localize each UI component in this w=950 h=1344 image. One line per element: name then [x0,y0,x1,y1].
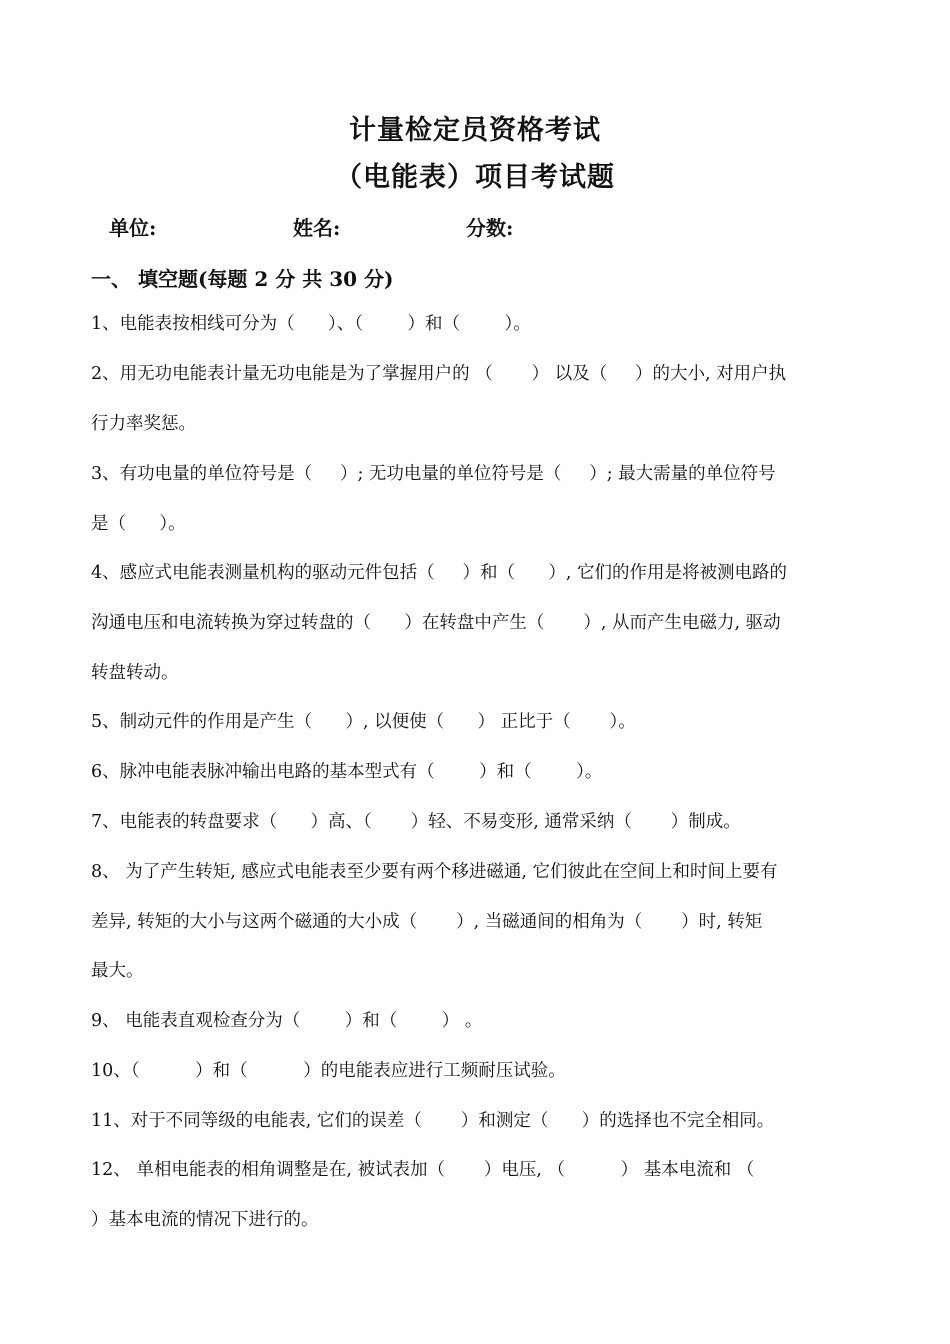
question-line: 4、感应式电能表测量机构的驱动元件包括（ ）和（ ）, 它们的作用是将被测电路的 [91,563,787,583]
question-line: 8、 为了产生转矩, 感应式电能表至少要有两个移进磁通, 它们彼此在空间上和时间上要有 [91,862,778,882]
page-subtitle: （电能表）项目考试题 [335,162,615,193]
question-line: 10、（ ）和（ ）的电能表应进行工频耐压试验。 [91,1061,566,1081]
question-line: 11、对于不同等级的电能表, 它们的误差（ ）和测定（ ）的选择也不完全相同。 [91,1111,775,1131]
question-line: ）基本电流的情况下进行的。 [91,1210,319,1230]
question-line: 3、有功电量的单位符号是（ ）; 无功电量的单位符号是（ ）; 最大需量的单位符号 [91,464,776,484]
question-line: 9、 电能表直观检查分为（ ）和（ ） 。 [91,1011,483,1031]
question-line: 2、用无功电能表计量无功电能是为了掌握用户的 （ ） 以及（ ）的大小, 对用户执 [91,364,787,384]
unit-label: 单位: [109,216,157,240]
section-heading: 一、 填空题(每题 2 分 共 30 分) [91,267,394,291]
question-line: 转盘转动。 [91,663,179,683]
question-line: 5、制动元件的作用是产生（ ）, 以便使（ ） 正比于（ ）。 [91,712,636,732]
question-line: 沟通电压和电流转换为穿过转盘的（ ）在转盘中产生（ ）, 从而产生电磁力, 驱动 [91,613,781,633]
page-title: 计量检定员资格考试 [349,115,601,146]
score-label: 分数: [466,216,514,240]
question-line: 最大。 [91,961,144,981]
question-line: 1、电能表按相线可分为（ ）、（ ）和（ ）。 [91,314,531,334]
question-line: 行力率奖惩。 [91,414,196,434]
question-line: 12、 单相电能表的相角调整是在, 被试表加（ ）电压, （ ） 基本电流和 （ [91,1160,755,1180]
name-label: 姓名: [293,216,341,240]
question-line: 7、电能表的转盘要求（ ）高、（ ）轻、不易变形, 通常采纳（ ）制成。 [91,812,741,832]
question-line: 是（ ）。 [91,514,186,534]
question-line: 差异, 转矩的大小与这两个磁通的大小成（ ）, 当磁通间的相角为（ ）时, 转矩 [91,912,763,932]
question-line: 6、脉冲电能表脉冲输出电路的基本型式有（ ）和（ ）。 [91,762,603,782]
